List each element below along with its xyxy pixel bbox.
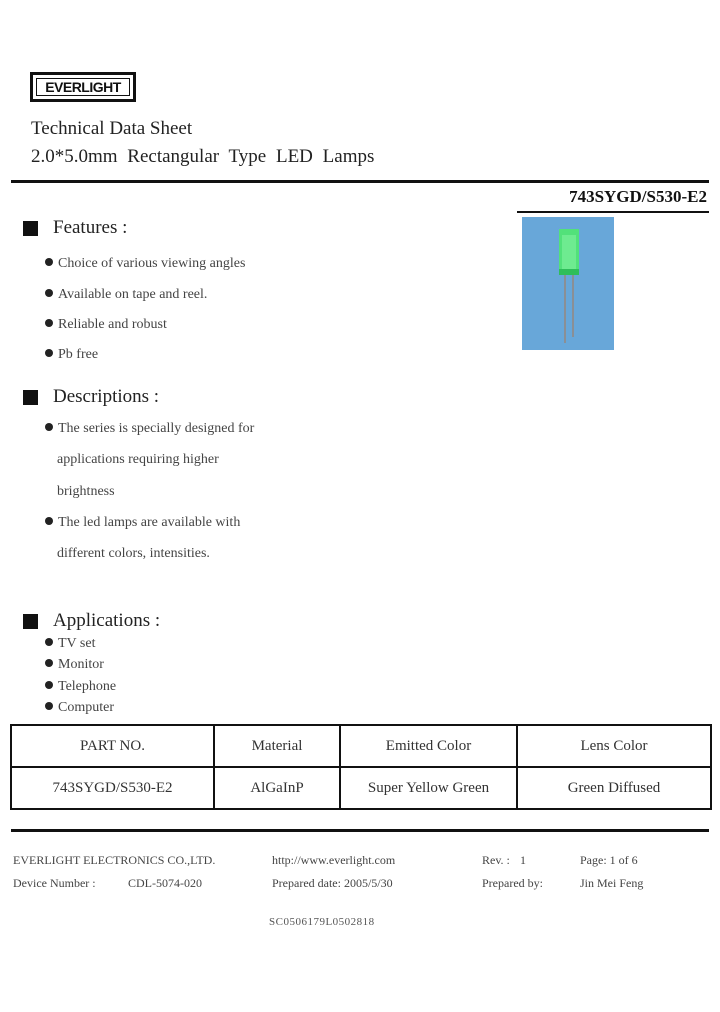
footer-prepared-date: Prepared date: 2005/5/30 <box>272 876 393 890</box>
features-heading: Features : <box>53 217 128 238</box>
bullet-icon <box>45 702 53 710</box>
features-square-icon <box>23 221 38 236</box>
applications-heading: Applications : <box>53 610 161 631</box>
cell-part-no: 743SYGD/S530-E2 <box>11 767 214 809</box>
cell-lens-color: Green Diffused <box>517 767 711 809</box>
description-line: different colors, intensities. <box>57 546 210 561</box>
bullet-icon <box>45 517 53 525</box>
everlight-logo <box>30 72 136 102</box>
logo-text: EVERLIGHT <box>36 78 130 96</box>
feature-item: Reliable and robust <box>45 317 167 333</box>
bullet-icon <box>45 638 53 646</box>
table-row <box>11 767 711 809</box>
application-item: Telephone <box>45 679 116 695</box>
bullet-icon <box>45 289 53 297</box>
doc-subtitle: 2.0*5.0mm Rectangular Type LED Lamps <box>31 146 375 167</box>
footer-doc-code: SC0506179L0502818 <box>269 916 375 928</box>
feature-item: Choice of various viewing angles <box>45 256 245 272</box>
bullet-icon <box>45 319 53 327</box>
descriptions-heading: Descriptions : <box>53 386 160 407</box>
description-item: The series is specially designed for <box>45 421 254 437</box>
col-header-emitted-color: Emitted Color <box>340 725 517 767</box>
footer-rev-label: Rev. : <box>482 853 510 867</box>
part-table <box>10 724 712 810</box>
description-line: brightness <box>57 484 115 499</box>
application-item: TV set <box>45 636 95 652</box>
led-lamp-image <box>522 217 614 350</box>
bullet-icon <box>45 659 53 667</box>
feature-item: Available on tape and reel. <box>45 287 207 303</box>
footer-company: EVERLIGHT ELECTRONICS CO.,LTD. <box>13 853 216 867</box>
part-number: 743SYGD/S530-E2 <box>569 187 707 206</box>
feature-item: Pb free <box>45 347 98 363</box>
col-header-material: Material <box>214 725 340 767</box>
applications-square-icon <box>23 614 38 629</box>
footer-prepared-by-label: Prepared by: <box>482 876 543 890</box>
description-item: The led lamps are available with <box>45 515 240 531</box>
header-rule <box>11 180 709 183</box>
col-header-part-no: PART NO. <box>11 725 214 767</box>
bullet-icon <box>45 349 53 357</box>
footer-rev-value: 1 <box>520 853 526 867</box>
footer-device-value: CDL-5074-020 <box>128 876 202 890</box>
led-product-photo <box>522 217 614 350</box>
bullet-icon <box>45 423 53 431</box>
cell-material: AlGaInP <box>214 767 340 809</box>
part-number-underline <box>517 211 709 213</box>
description-line: applications requiring higher <box>57 452 219 467</box>
footer-page: Page: 1 of 6 <box>580 853 638 867</box>
col-header-lens-color: Lens Color <box>517 725 711 767</box>
application-item: Monitor <box>45 657 104 673</box>
doc-title: Technical Data Sheet <box>31 118 193 139</box>
bullet-icon <box>45 681 53 689</box>
application-item: Computer <box>45 700 114 716</box>
cell-emitted-color: Super Yellow Green <box>340 767 517 809</box>
table-header-row <box>11 725 711 767</box>
footer-device-label: Device Number : <box>13 876 96 890</box>
footer-url[interactable]: http://www.everlight.com <box>272 853 396 867</box>
footer-prepared-by-value: Jin Mei Feng <box>580 876 644 890</box>
descriptions-square-icon <box>23 390 38 405</box>
footer-rule <box>11 829 709 832</box>
bullet-icon <box>45 258 53 266</box>
